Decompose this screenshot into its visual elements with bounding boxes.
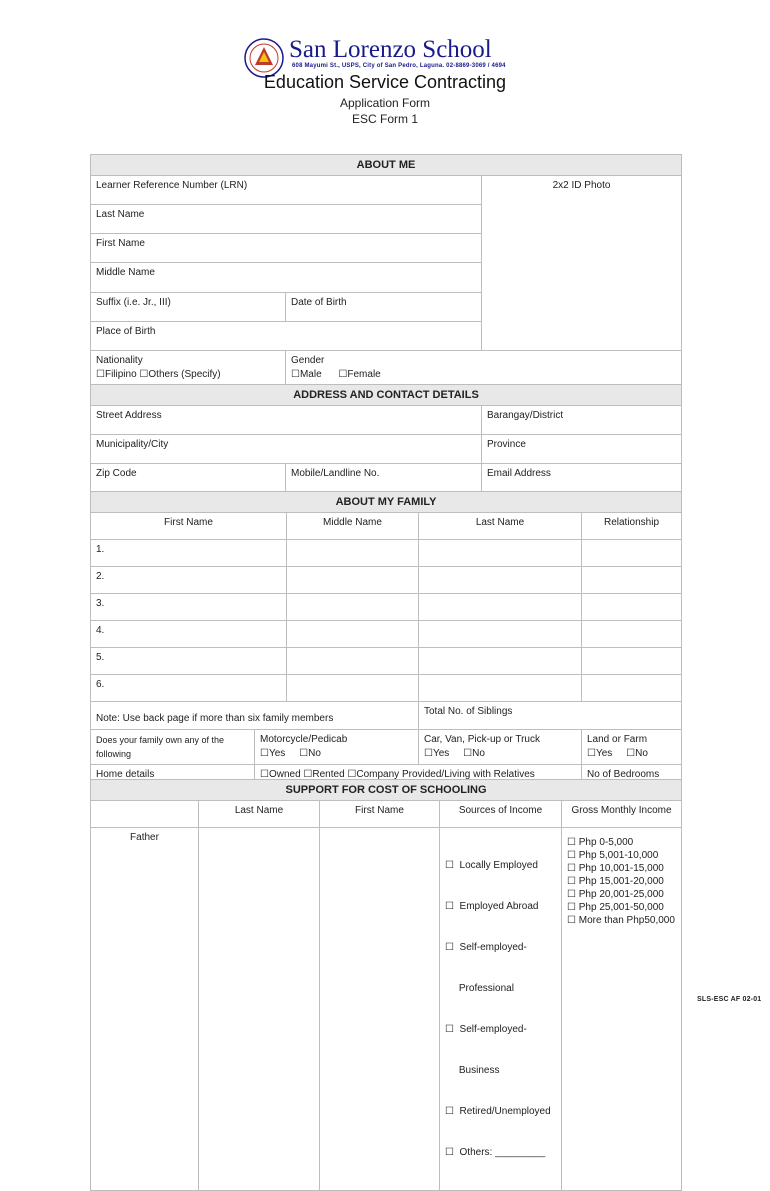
father-label: Father [91,828,199,1191]
family-cell[interactable] [582,648,682,675]
support-col-first-name: First Name [320,801,440,828]
income-option[interactable]: ☐ Php 25,001-50,000 [567,902,664,913]
family-cell[interactable] [419,594,582,621]
source-option[interactable]: ☐ Locally Employed [445,860,538,871]
income-option[interactable]: ☐ More than Php50,000 [567,915,675,926]
pob-field[interactable]: Place of Birth [91,322,482,351]
father-last-name[interactable] [199,828,320,1191]
family-row[interactable]: 3. [91,594,287,621]
school-name: San Lorenzo School [289,36,492,63]
car-checkboxes[interactable]: ☐Yes ☐No [424,748,485,759]
gender-label: Gender [291,355,325,366]
family-row[interactable]: 4. [91,621,287,648]
about-me-table [90,154,682,386]
father-first-name[interactable] [320,828,440,1191]
bedrooms-field[interactable]: No of Bedrooms [582,765,682,791]
form-title: Education Service Contracting [263,72,507,92]
father-income [562,828,682,1191]
motorcycle-label: Motorcycle/Pedicab [260,734,348,745]
nationality-label: Nationality [96,355,143,366]
support-col-last-name: Last Name [199,801,320,828]
income-option[interactable]: ☐ Php 5,001-10,000 [567,850,659,861]
zip-field[interactable]: Zip Code [91,464,286,494]
email-field[interactable]: Email Address [482,464,682,494]
lrn-field[interactable]: Learner Reference Number (LRN) [91,176,482,205]
motorcycle-field [255,730,419,765]
family-cell[interactable] [287,621,419,648]
address-heading: ADDRESS AND CONTACT DETAILS [91,385,682,406]
home-checkboxes[interactable]: ☐Owned ☐Rented ☐Company Provided/Living with Relatives [255,765,582,791]
family-cell[interactable] [582,567,682,594]
family-row[interactable]: 5. [91,648,287,675]
family-cell[interactable] [287,594,419,621]
family-cell[interactable] [287,567,419,594]
source-option: Business [445,1065,500,1076]
support-table [90,779,682,1191]
land-field [582,730,682,765]
family-heading: ABOUT MY FAMILY [91,492,682,513]
support-col-blank [91,801,199,828]
home-label: Home details [91,765,255,791]
about-me-heading: ABOUT ME [91,155,682,176]
dob-field[interactable]: Date of Birth [286,293,482,322]
income-option[interactable]: ☐ Php 10,001-15,000 [567,863,664,874]
family-cell[interactable] [419,540,582,567]
photo-label: 2x2 ID Photo [552,180,611,191]
family-cell[interactable] [582,675,682,702]
family-col-first-name: First Name [91,513,287,540]
source-option[interactable]: ☐ Employed Abroad [445,901,539,912]
family-col-last-name: Last Name [419,513,582,540]
car-label: Car, Van, Pick-up or Truck [424,734,540,745]
form-code: SLS-ESC AF 02-01 [697,996,762,1003]
form-subtitle: Application Form [339,96,431,110]
family-cell[interactable] [582,540,682,567]
own-label: Does your family own any of the following [91,730,255,765]
school-address: 608 Mayumi St., USPS, City of San Pedro, Laguna. 02-8869-3069 / 4694 [292,63,506,69]
land-label: Land or Farm [587,734,648,745]
first-name-field[interactable]: First Name [91,234,482,263]
income-option[interactable]: ☐ Php 20,001-25,000 [567,889,664,900]
support-col-sources: Sources of Income [440,801,562,828]
income-option[interactable]: ☐ Php 0-5,000 [567,837,634,848]
municipality-field[interactable]: Municipality/City [91,435,482,464]
gender-male-checkbox[interactable]: ☐Male [291,369,322,380]
family-row[interactable]: 2. [91,567,287,594]
middle-name-field[interactable]: Middle Name [91,263,482,293]
motorcycle-checkboxes[interactable]: ☐Yes ☐No [260,748,321,759]
family-note: Note: Use back page if more than six family members [91,702,419,730]
street-field[interactable]: Street Address [91,406,482,435]
suffix-field[interactable]: Suffix (i.e. Jr., III) [91,293,286,322]
source-option[interactable]: ☐ Others: _________ [445,1147,546,1158]
family-table [90,491,682,791]
family-col-relationship: Relationship [582,513,682,540]
family-cell[interactable] [582,621,682,648]
family-cell[interactable] [419,648,582,675]
form-number: ESC Form 1 [351,112,418,126]
support-col-income: Gross Monthly Income [562,801,682,828]
last-name-field[interactable]: Last Name [91,205,482,234]
family-cell[interactable] [582,594,682,621]
land-checkboxes[interactable]: ☐Yes ☐No [587,748,648,759]
family-cell[interactable] [287,675,419,702]
source-option[interactable]: ☐ Self-employed- [445,1024,527,1035]
family-cell[interactable] [287,540,419,567]
nationality-field [91,351,286,386]
family-col-middle-name: Middle Name [287,513,419,540]
family-row[interactable]: 6. [91,675,287,702]
province-field[interactable]: Province [482,435,682,464]
family-cell[interactable] [419,621,582,648]
mobile-field[interactable]: Mobile/Landline No. [286,464,482,494]
gender-field [286,351,682,386]
photo-box[interactable] [482,176,682,351]
source-option[interactable]: ☐ Self-employed- [445,942,527,953]
family-row[interactable]: 1. [91,540,287,567]
car-field [419,730,582,765]
nationality-checkboxes[interactable]: ☐Filipino ☐Others (Specify) [96,369,221,380]
income-option[interactable]: ☐ Php 15,001-20,000 [567,876,664,887]
source-option: Professional [445,983,514,994]
family-cell[interactable] [287,648,419,675]
source-option[interactable]: ☐ Retired/Unemployed [445,1106,551,1117]
barangay-field[interactable]: Barangay/District [482,406,682,435]
address-table [90,384,682,494]
family-cell[interactable] [419,675,582,702]
gender-female-checkbox[interactable]: ☐Female [338,369,381,380]
father-sources [440,828,562,1191]
siblings-field[interactable]: Total No. of Siblings [419,702,682,730]
support-heading: SUPPORT FOR COST OF SCHOOLING [91,780,682,801]
family-cell[interactable] [419,567,582,594]
